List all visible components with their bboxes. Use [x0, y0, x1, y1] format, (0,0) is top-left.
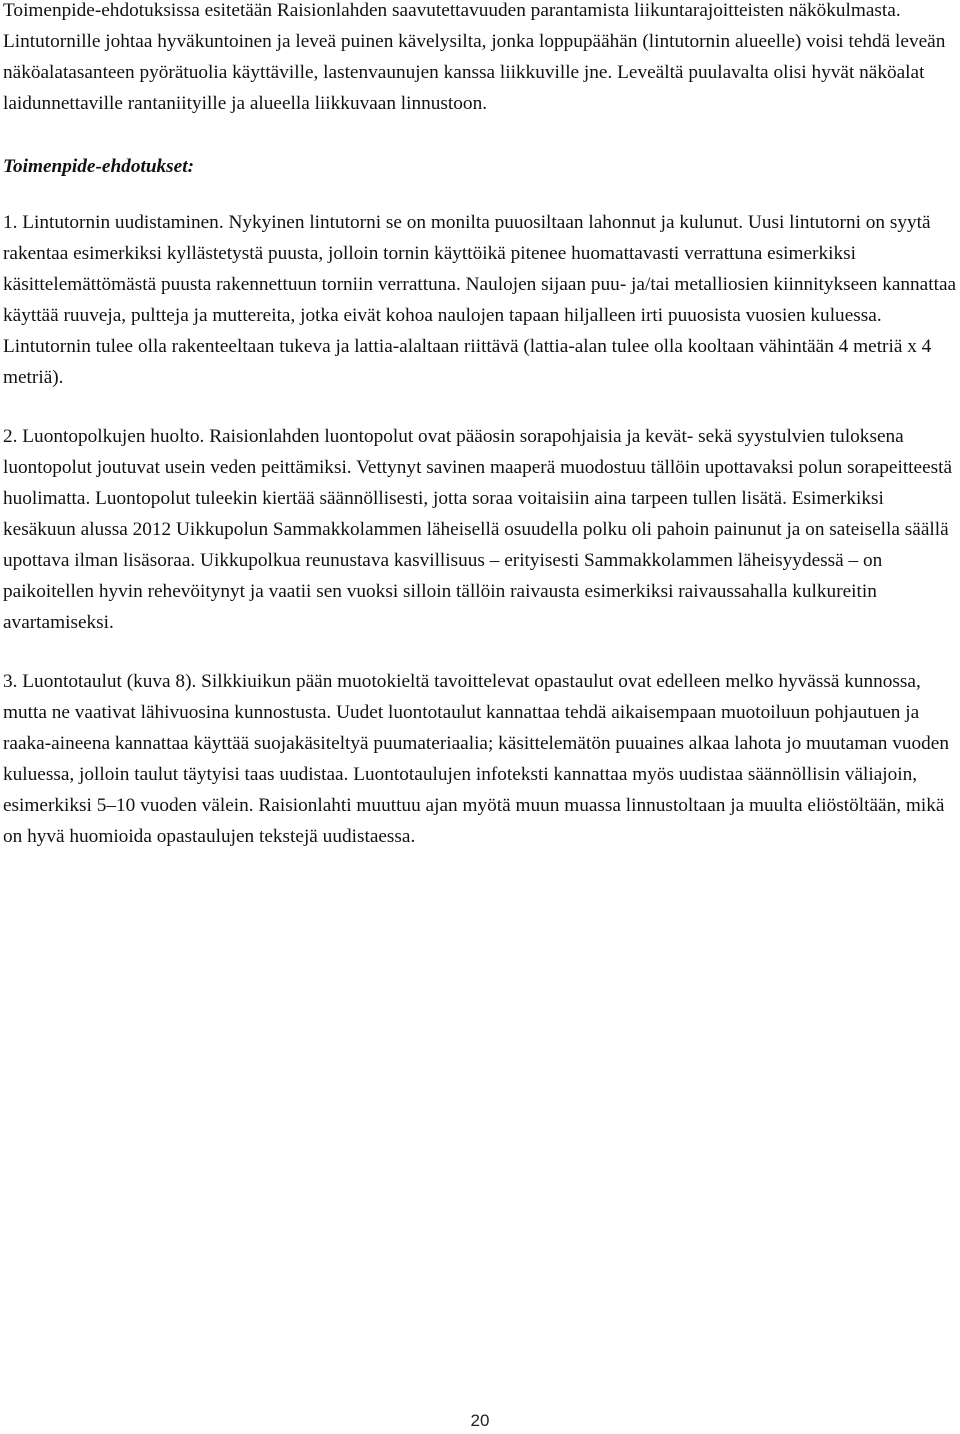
- proposal-item-2: 2. Luontopolkujen huolto. Raisionlahden luontopolut ovat pääosin sorapohjaisia ja kevät- sekä syystulvien tuloksena luontopolut joutuvat usein veden peittämiksi. Vettynyt savinen maaperä muodostuu tällöin upottavaksi polun sorapeitteestä huolimatta. Luontopolut tuleekin kiertää säännöllisesti, jotta soraa voitaisiin aina tarpeen tullen lisätä. Esimerkiksi kesäkuun alussa 2012 Uikkupolun Sammakkolammen läheisellä osuudella polku oli pahoin painunut ja on sateisella säällä upottava ilman lisäsoraa. Uikkupolkua reunustava kasvillisuus – erityisesti Sammakkolammen läheisyydessä – on paikoitellen hyvin rehevöitynyt ja vaatii sen vuoksi silloin tällöin raivausta esimerkiksi raivaussahalla kulkureitin avartamiseksi.: [3, 426, 953, 633]
- document-page: [3, 0, 959, 852]
- proposal-item-3: 3. Luontotaulut (kuva 8). Silkkiuikun pään muotokieltä tavoittelevat opastaulut ovat edelleen melko hyvässä kunnossa, mutta ne vaativat lähivuosina kunnostusta. Uudet luontotaulut kannattaa tehdä aikaisempaan muotoiluun pohjautuen ja raaka-aineena kannattaa käyttää suojakäsiteltyä puumateriaalia; käsittelemätön puuaines alkaa lahota jo muutaman vuoden kuluessa, jolloin taulut täytyisi taas uudistaa. Luontotaulujen infoteksti kannattaa myös uudistaa säännöllisin väliajoin, esimerkiksi 5–10 vuoden välein. Raisionlahti muuttuu ajan myötä muun muassa linnustoltaan ja muulta eliöstöltään, mikä on hyvä huomioida opastaulujen tekstejä uudistaessa.: [3, 671, 949, 847]
- proposal-item-1: 1. Lintutornin uudistaminen. Nykyinen lintutorni se on monilta puuosiltaan lahonnut ja kulunut. Uusi lintutorni on syytä rakentaa esimerkiksi kyllästetystä puusta, jolloin tornin käyttöikä pitenee huomattavasti verrattuna esimerkiksi käsittelemättömästä puusta rakennettuun torniin verrattuna. Naulojen sijaan puu- ja/tai metalliosien kiinnitykseen kannattaa käyttää ruuveja, pultteja ja muttereita, jotka eivät kohoa naulojen tapaan hiljalleen irti puuosista vuosien kuluessa. Lintutornin tulee olla rakenteeltaan tukeva ja lattia-alaltaan riittävä (lattia-alan tulee olla kooltaan vähintään 4 metriä x 4 metriä).: [3, 212, 957, 388]
- intro-paragraph: Toimenpide-ehdotuksissa esitetään Raisionlahden saavutettavuuden parantamista liikuntarajoitteisten näkökulmasta. Lintutornille johtaa hyväkuntoinen ja leveä puinen kävelysilta, jonka loppupäähän (lintutornin alueelle) voisi tehdä leveän näköalatasanteen pyörätuolia käyttäville, lastenvaunujen kanssa liikkuville jne. Leveältä puulavalta olisi hyvät näköalat laidunnettaville rantaniityille ja alueella liikkuvaan linnustoon.: [3, 0, 946, 114]
- section-heading: Toimenpide-ehdotukset:: [3, 156, 195, 177]
- page-number: 20: [470, 1411, 490, 1430]
